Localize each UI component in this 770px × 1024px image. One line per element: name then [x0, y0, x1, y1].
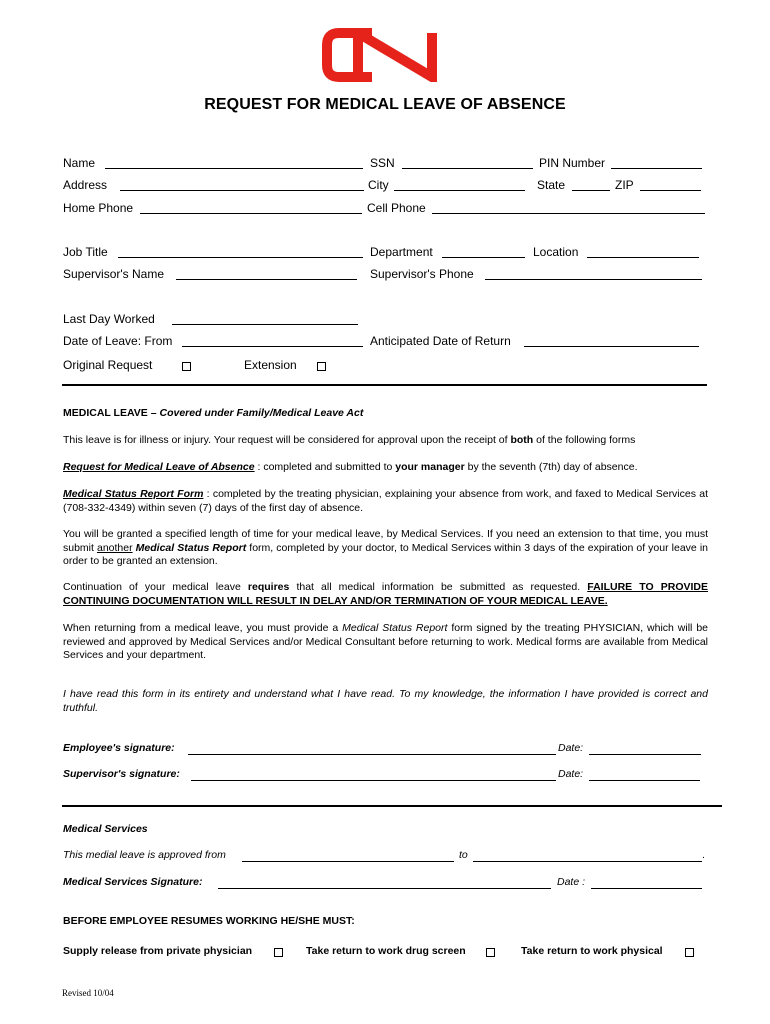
employee-date-field[interactable] — [589, 743, 701, 755]
name-field[interactable] — [105, 157, 363, 169]
resume-item-1-label: Supply release from private physician — [63, 945, 253, 957]
employee-signature-label: Employee's signature: — [63, 742, 175, 754]
employee-date-label: Date: — [558, 742, 584, 754]
supervisor-phone-label: Supervisor's Phone — [370, 267, 474, 281]
leave-from-field[interactable] — [182, 335, 363, 347]
supervisor-signature-field[interactable] — [191, 769, 556, 781]
supervisor-phone-field[interactable] — [485, 268, 702, 280]
employee-signature-field[interactable] — [188, 743, 556, 755]
resume-item-2-checkbox[interactable] — [486, 948, 495, 957]
supervisor-date-field[interactable] — [589, 769, 700, 781]
approved-from-field[interactable] — [242, 850, 454, 862]
cell-phone-label: Cell Phone — [367, 201, 426, 215]
job-title-label: Job Title — [63, 245, 108, 259]
paragraph-2: Request for Medical Leave of Absence : completed and submitted to your manager by the seventh (7th) day of absence. — [63, 461, 638, 473]
state-label: State — [537, 178, 566, 192]
home-phone-label: Home Phone — [63, 201, 134, 215]
pin-field[interactable] — [611, 157, 702, 169]
location-label: Location — [533, 245, 579, 259]
medical-services-heading: Medical Services — [63, 823, 148, 835]
ssn-field[interactable] — [402, 157, 533, 169]
address-label: Address — [63, 178, 108, 192]
page-title: REQUEST FOR MEDICAL LEAVE OF ABSENCE — [204, 96, 566, 113]
paragraph-5: Continuation of your medical leave requires that all medical information be submitted as requested. FAILURE TO PROVIDE CONTINUING DOCUMENTATION WILL RESULT IN DELAY AND/OR TERMINATION OF YOUR MEDICAL LEAVE. — [63, 581, 709, 607]
name-label: Name — [63, 156, 96, 170]
extension-checkbox[interactable] — [317, 362, 326, 371]
supervisor-date-label: Date: — [558, 768, 584, 780]
supervisor-name-label: Supervisor's Name — [63, 267, 164, 281]
paragraph-4: You will be granted a specified length of time for your medical leave, by Medical Services. If you need an extension to that time, you must submit another Medical Status Report form, completed by your doctor, to Medical Services within 3 days of the expiration of your leave in order to be granted an extension. — [63, 528, 708, 567]
return-date-field[interactable] — [524, 335, 699, 347]
approved-to-field[interactable] — [473, 850, 702, 862]
medical-leave-heading-text: MEDICAL LEAVE — [63, 407, 148, 419]
paragraph-1: This leave is for illness or injury. Your request will be considered for approval upon the receipt of both of the following forms — [63, 434, 636, 446]
home-phone-field[interactable] — [140, 202, 362, 214]
department-label: Department — [370, 245, 433, 259]
last-day-label: Last Day Worked — [63, 312, 155, 326]
paragraph-6: When returning from a medical leave, you must provide a Medical Status Report form signed by the treating PHYSICIAN, which will be reviewed and approved by Medical Services and/or Medical Consultant before returning to work. Medical forms are available from Medical Services and your department. — [63, 622, 708, 661]
location-field[interactable] — [587, 246, 699, 258]
resume-item-3-checkbox[interactable] — [685, 948, 694, 957]
city-field[interactable] — [394, 179, 525, 191]
medical-services-date-label: Date : — [557, 876, 586, 888]
resume-heading: BEFORE EMPLOYEE RESUMES WORKING HE/SHE MUST: — [63, 915, 355, 927]
supervisor-signature-label: Supervisor's signature: — [63, 768, 180, 780]
ssn-label: SSN — [370, 156, 395, 170]
divider-2 — [62, 805, 722, 807]
medical-services-date-field[interactable] — [591, 877, 702, 889]
last-day-field[interactable] — [172, 313, 358, 325]
resume-item-3-label: Take return to work physical — [521, 945, 663, 957]
cell-phone-field[interactable] — [432, 202, 705, 214]
acknowledgement: I have read this form in its entirety and understand what I have read. To my knowledge, the information I have provided is correct and truthful. — [63, 688, 708, 714]
medical-services-signature-label: Medical Services Signature: — [63, 876, 203, 888]
address-field[interactable] — [120, 179, 364, 191]
approved-from-label: This medial leave is approved from — [63, 849, 226, 861]
approved-to-label: to — [459, 849, 468, 861]
name-row — [63, 156, 95, 170]
return-date-label: Anticipated Date of Return — [370, 334, 511, 348]
medical-leave-heading-sub: Covered under Family/Medical Leave Act — [159, 407, 364, 419]
cn-logo — [322, 28, 448, 82]
state-field[interactable] — [572, 179, 610, 191]
original-request-label: Original Request — [63, 358, 153, 372]
medical-services-signature-field[interactable] — [218, 877, 551, 889]
original-request-checkbox[interactable] — [182, 362, 191, 371]
zip-label: ZIP — [615, 178, 634, 192]
department-field[interactable] — [442, 246, 525, 258]
resume-item-1-checkbox[interactable] — [274, 948, 283, 957]
job-title-field[interactable] — [118, 246, 363, 258]
zip-field[interactable] — [640, 179, 701, 191]
divider-1 — [62, 384, 707, 386]
city-label: City — [368, 178, 389, 192]
approved-period: . — [702, 849, 705, 861]
medical-leave-heading: MEDICAL LEAVE – Covered under Family/Medical Leave Act — [63, 407, 364, 419]
leave-from-label: Date of Leave: From — [63, 334, 173, 348]
supervisor-name-field[interactable] — [176, 268, 357, 280]
extension-label: Extension — [244, 358, 297, 372]
resume-item-2-label: Take return to work drug screen — [306, 945, 466, 957]
paragraph-3: Medical Status Report Form : completed by the treating physician, explaining your absence from work, and faxed to Medical Services at (708-332-4349) within seven (7) days of the first day of absence. — [63, 488, 708, 514]
revision-footer: Revised 10/04 — [62, 988, 114, 998]
pin-label: PIN Number — [539, 156, 606, 170]
